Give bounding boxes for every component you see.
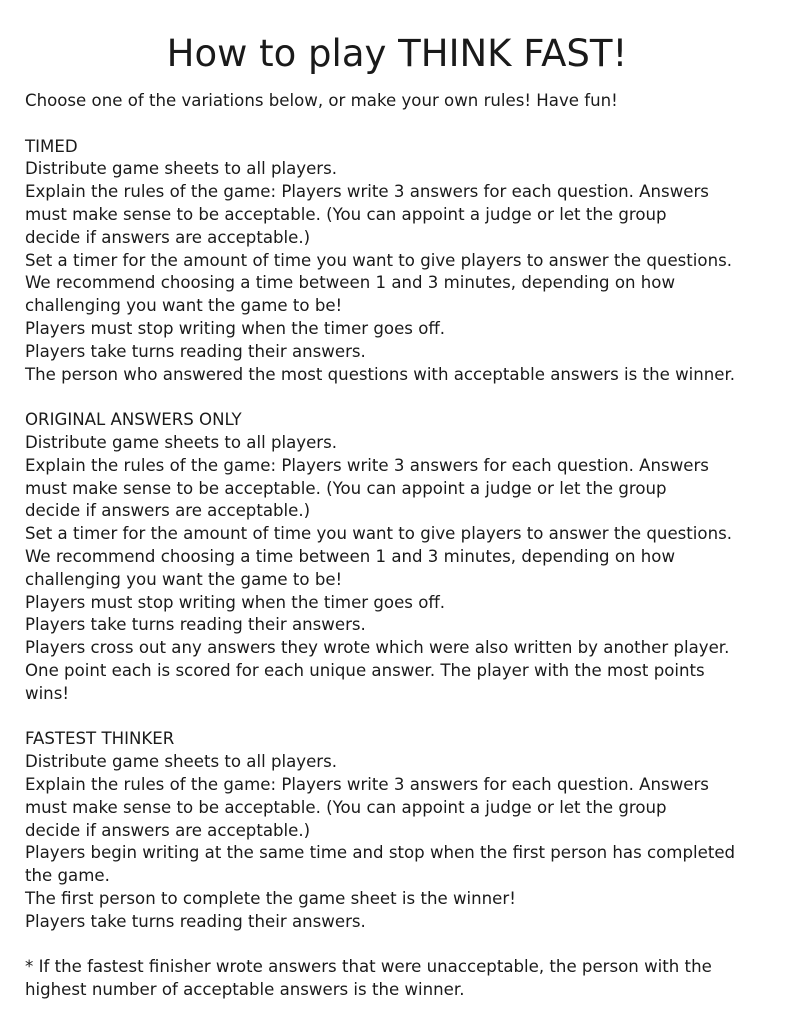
fastest-thinker-line: decide if answers are acceptable.)	[25, 820, 311, 840]
spacer	[25, 113, 777, 136]
original-answers-line: Explain the rules of the game: Players write 3 answers for each question. Answers	[25, 455, 709, 475]
fastest-thinker-line: Explain the rules of the game: Players write 3 answers for each question. Answers	[25, 774, 709, 794]
original-answers-line: challenging you want the game to be!	[25, 569, 343, 589]
timed-line: Players must stop writing when the timer goes off.	[25, 318, 446, 338]
spacer	[25, 386, 777, 409]
original-answers-line: Players cross out any answers they wrote which were also written by another player.	[25, 638, 730, 658]
section-heading-fastest-thinker: FASTEST THINKER	[25, 729, 175, 749]
fastest-thinker-line: must make sense to be acceptable. (You can appoint a judge or let the group	[25, 797, 667, 817]
original-answers-line: decide if answers are acceptable.)	[25, 501, 311, 521]
intro-text: Choose one of the variations below, or make your own rules! Have fun!	[25, 91, 618, 110]
original-answers-line: Set a timer for the amount of time you want to give players to answer the questions.	[25, 524, 733, 544]
footnote-line: highest number of acceptable answers is the winner.	[25, 980, 465, 1000]
original-answers-line: Distribute game sheets to all players.	[25, 432, 338, 452]
timed-line: Distribute game sheets to all players.	[25, 159, 338, 179]
fastest-thinker-line: Players take turns reading their answers.	[25, 911, 366, 931]
timed-line: Explain the rules of the game: Players write 3 answers for each question. Answers	[25, 182, 709, 202]
original-answers-line: Players take turns reading their answers.	[25, 615, 366, 635]
original-answers-line: We recommend choosing a time between 1 and 3 minutes, depending on how	[25, 546, 676, 566]
timed-line: must make sense to be acceptable. (You can appoint a judge or let the group	[25, 204, 667, 224]
document-body	[25, 90, 777, 1002]
timed-line: challenging you want the game to be!	[25, 296, 343, 316]
original-answers-line: Players must stop writing when the timer goes off.	[25, 592, 446, 612]
section-heading-timed: TIMED	[25, 136, 78, 156]
spacer	[25, 706, 777, 729]
fastest-thinker-line: Players begin writing at the same time and stop when the first person has completed	[25, 843, 736, 863]
original-answers-line: must make sense to be acceptable. (You can appoint a judge or let the group	[25, 478, 667, 498]
section-heading-original-answers: ORIGINAL ANSWERS ONLY	[25, 410, 242, 430]
timed-line: decide if answers are acceptable.)	[25, 227, 311, 247]
footnote-line: * If the fastest finisher wrote answers that were unacceptable, the person with the	[25, 957, 712, 977]
page-title: How to play THINK FAST!	[166, 32, 628, 75]
timed-line: The person who answered the most questions with acceptable answers is the winner.	[25, 364, 736, 384]
original-answers-line: wins!	[25, 683, 69, 703]
timed-line: We recommend choosing a time between 1 and 3 minutes, depending on how	[25, 273, 676, 293]
original-answers-line: One point each is scored for each unique answer. The player with the most points	[25, 660, 705, 680]
timed-line: Set a timer for the amount of time you want to give players to answer the questions.	[25, 250, 733, 270]
fastest-thinker-line: the game.	[25, 866, 110, 886]
spacer	[25, 933, 777, 956]
fastest-thinker-line: Distribute game sheets to all players.	[25, 752, 338, 772]
fastest-thinker-line: The first person to complete the game sheet is the winner!	[25, 888, 516, 908]
timed-line: Players take turns reading their answers.	[25, 341, 366, 361]
